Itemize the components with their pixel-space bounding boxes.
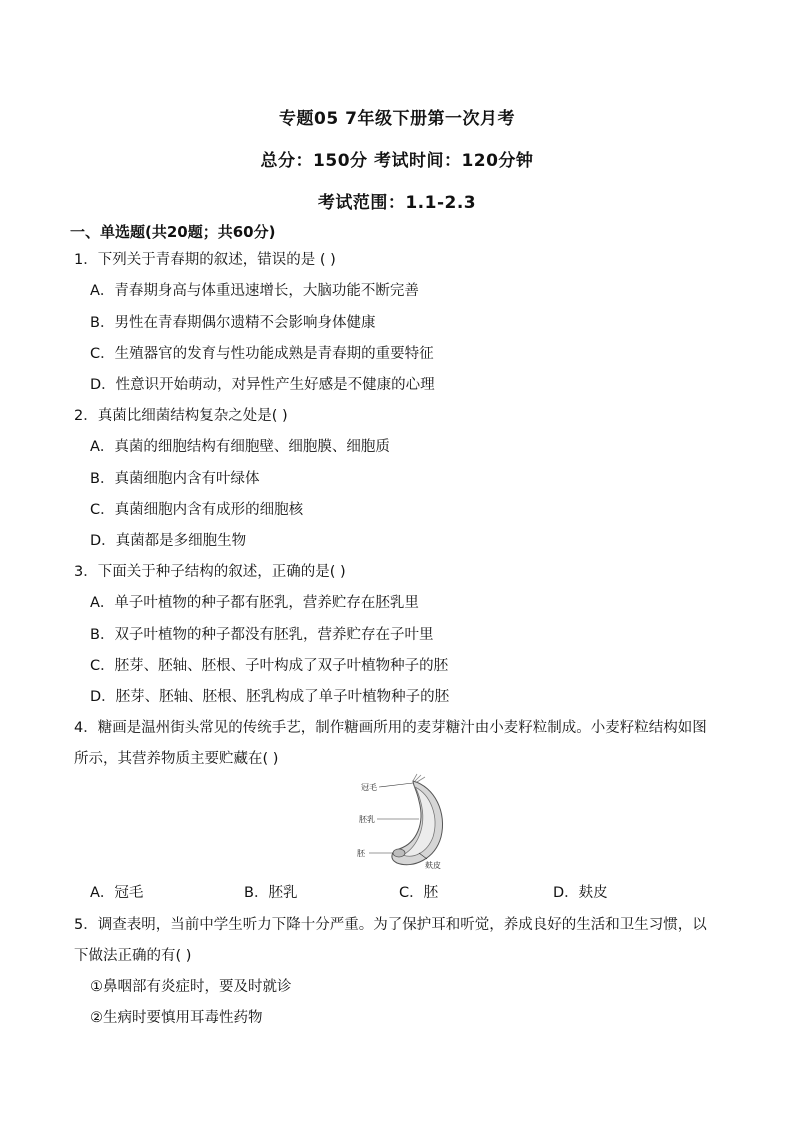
question-1-stem: 1．下列关于青春期的叙述，错误的是 ( ) [74,252,336,268]
question-4-option-a: A．冠毛 [90,885,144,901]
question-1-option-b: B．男性在青春期偶尔遗精不会影响身体健康 [90,315,376,331]
question-4-option-c: C．胚 [399,885,439,901]
question-4-option-b: B．胚乳 [244,885,298,901]
question-5-item-2: ②生病时要慎用耳毒性药物 [90,1010,263,1026]
question-2-option-c: C．真菌细胞内含有成形的细胞核 [90,502,304,518]
embryo-shape [393,849,405,857]
exam-scope: 考试范围：1.1-2.3 [317,193,477,213]
question-5-stem-line-2: 下做法正确的有( ) [74,948,192,964]
question-3-option-a: A．单子叶植物的种子都有胚乳，营养贮存在胚乳里 [90,595,419,611]
question-1-option-d: D．性意识开始萌动，对异性产生好感是不健康的心理 [90,377,435,393]
question-1-option-c: C．生殖器官的发育与性功能成熟是青春期的重要特征 [90,346,434,362]
figure-label-bran: 麸皮 [425,861,441,870]
question-2-stem: 2．真菌比细菌结构复杂之处是( ) [74,408,288,424]
question-4-stem-line-2: 所示，其营养物质主要贮藏在( ) [74,751,279,767]
question-3-option-b: B．双子叶植物的种子都没有胚乳，营养贮存在子叶里 [90,627,434,643]
question-3-option-d: D．胚芽、胚轴、胚根、胚乳构成了单子叶植物种子的胚 [90,689,450,705]
question-1-option-a: A．青春期身高与体重迅速增长，大脑功能不断完善 [90,283,419,299]
figure-label-embryo: 胚 [357,849,365,858]
hair-tuft-shape [413,774,425,782]
question-2-option-d: D．真菌都是多细胞生物 [90,533,247,549]
figure-label-crown-hair: 冠毛 [361,783,377,792]
document-title: 专题05 7年级下册第一次月考 [279,109,515,129]
question-3-stem: 3．下面关于种子结构的叙述，正确的是( ) [74,564,346,580]
wheat-grain-figure [355,773,455,873]
question-5-stem-line-1: 5．调查表明，当前中学生听力下降十分严重。为了保护耳和听觉，养成良好的生活和卫生习惯，以 [74,917,707,933]
question-4-option-d: D．麸皮 [553,885,608,901]
question-2-option-a: A．真菌的细胞结构有细胞壁、细胞膜、细胞质 [90,439,390,455]
question-3-option-c: C．胚芽、胚轴、胚根、子叶构成了双子叶植物种子的胚 [90,658,449,674]
score-time-line: 总分：150分 考试时间：120分钟 [260,151,534,171]
question-5-item-1: ①鼻咽部有炎症时，要及时就诊 [90,979,292,995]
question-4-stem-line-1: 4．糖画是温州街头常见的传统手艺，制作糖画所用的麦芽糖汁由小麦籽粒制成。小麦籽粒结构如图 [74,720,707,736]
question-2-option-b: B．真菌细胞内含有叶绿体 [90,471,260,487]
section-heading: 一、单选题(共20题；共60分) [70,223,276,241]
figure-label-endosperm: 胚乳 [359,815,375,824]
